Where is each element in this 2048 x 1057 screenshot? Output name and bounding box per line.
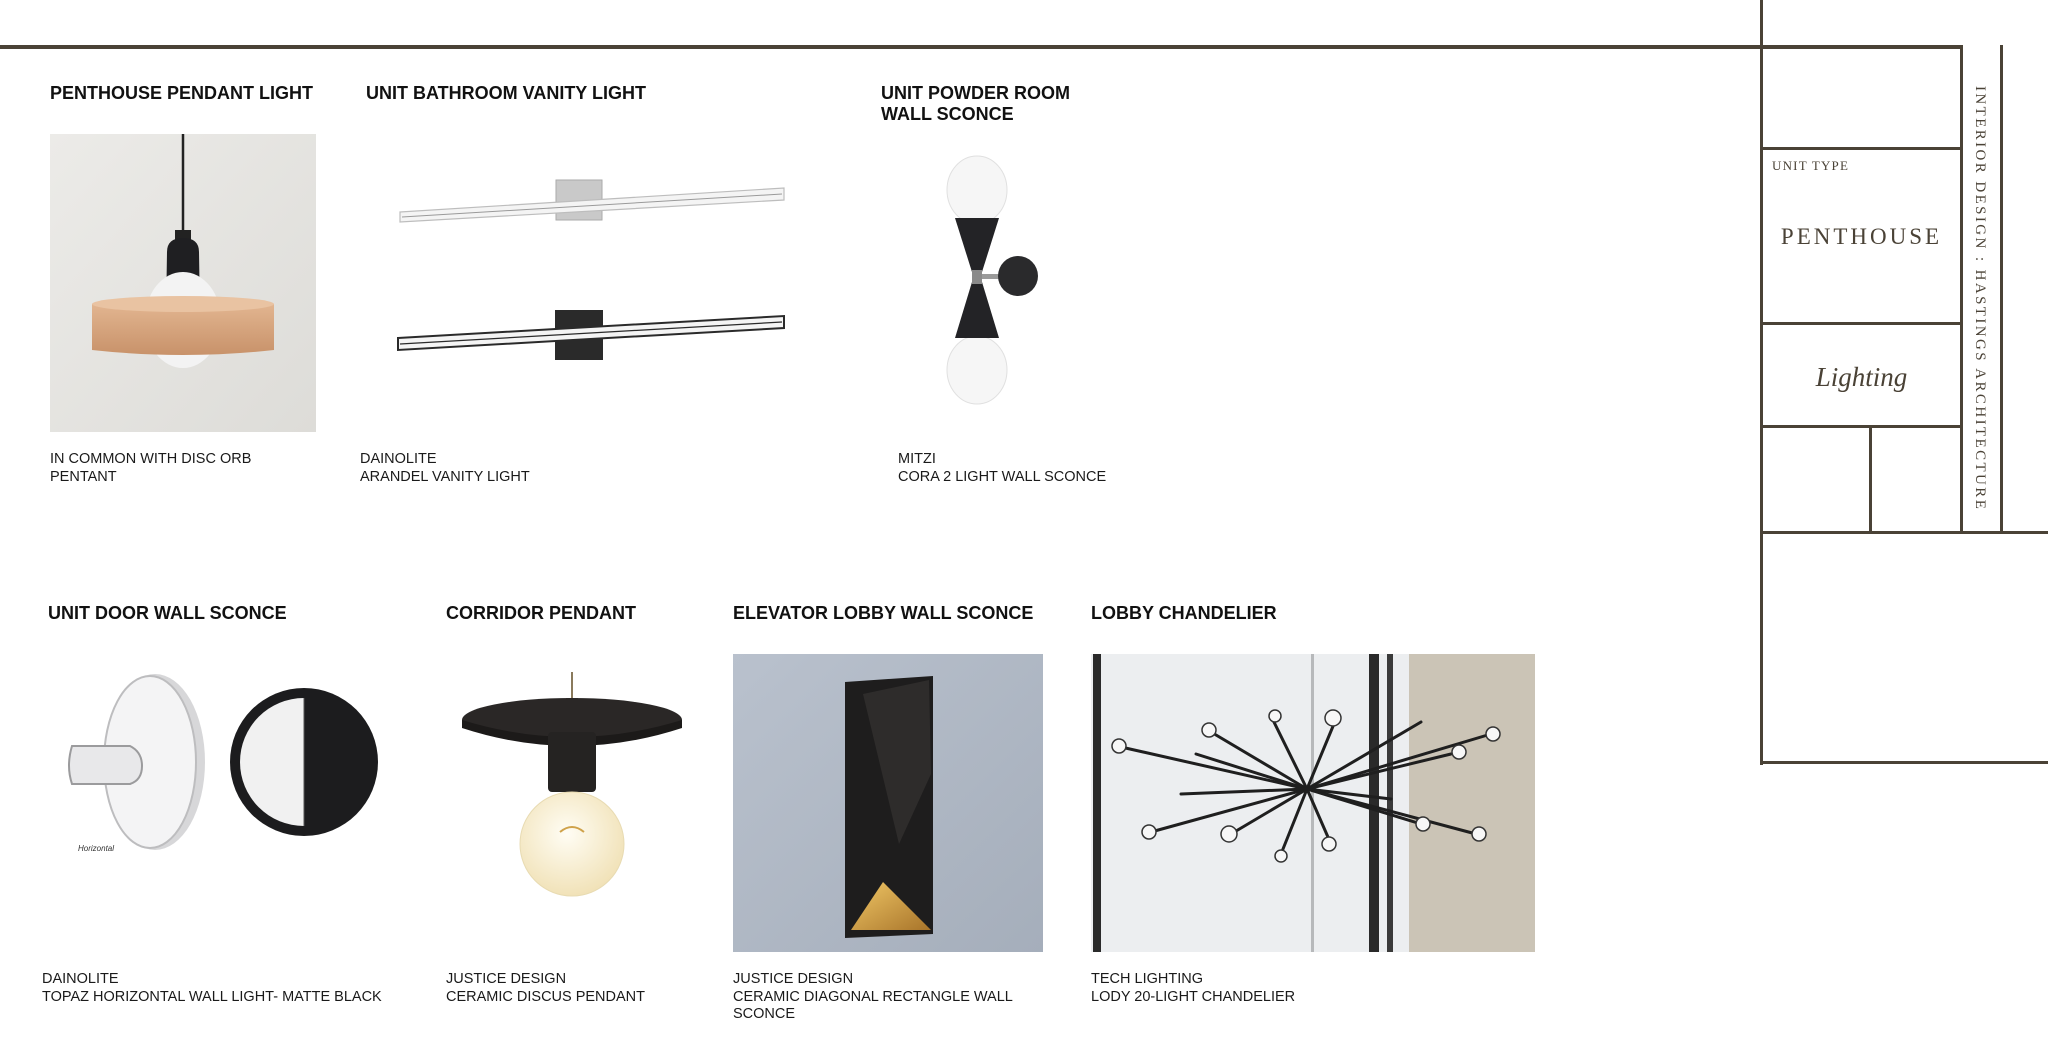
titleblock-bottom-border <box>1760 761 2048 764</box>
photo-vanity-light <box>388 160 794 380</box>
caption-brand: DAINOLITE <box>42 971 119 987</box>
photo-penthouse-pendant <box>50 134 316 432</box>
product-tag-text: Horizontal <box>78 844 115 853</box>
firm-vertical-text: INTERIOR DESIGN : HASTINGS ARCHITECTURE <box>1972 86 1988 512</box>
caption-brand: MITZI <box>898 451 936 467</box>
caption-product: CERAMIC DIAGONAL RECTANGLE WALL SCONCE <box>733 988 1013 1022</box>
caption-brand: DAINOLITE <box>360 451 437 467</box>
unit-type-label: UNIT TYPE <box>1772 158 1850 173</box>
titleblock-vertical-strip-left <box>1960 45 1963 533</box>
fixture-title-corridor-pendant: CORRIDOR PENDANT <box>446 603 637 623</box>
caption-elevator-sconce <box>733 971 1033 1024</box>
caption-penthouse-pendant <box>50 451 251 486</box>
photo-powder-room-sconce <box>930 148 1050 410</box>
photo-lobby-chandelier <box>1091 654 1535 952</box>
caption-brand: JUSTICE DESIGN <box>733 971 854 987</box>
caption-product: TOPAZ HORIZONTAL WALL LIGHT- MATTE BLACK <box>42 988 382 1005</box>
titleblock-divider-1 <box>1760 147 1962 150</box>
caption-powder-room-sconce <box>898 451 1106 486</box>
caption-brand: JUSTICE DESIGN <box>446 971 567 987</box>
fixture-title-penthouse-pendant: PENTHOUSE PENDANT LIGHT <box>50 83 314 103</box>
fixture-title-powder-room-sconce: UNIT POWDER ROOM WALL SCONCE <box>881 83 1070 124</box>
caption-brand: TECH LIGHTING <box>1091 971 1203 987</box>
caption-vanity-light <box>360 451 530 486</box>
titleblock-divider-3 <box>1760 425 1962 428</box>
top-border-line <box>0 45 1962 49</box>
titleblock-vertical-strip-right <box>2000 45 2003 533</box>
section-title: Lighting <box>1815 362 1908 392</box>
photo-elevator-sconce <box>733 654 1043 952</box>
fixture-title-door-sconce: UNIT DOOR WALL SCONCE <box>48 603 287 623</box>
photo-corridor-pendant <box>460 672 684 902</box>
titleblock-small-cell-divider <box>1869 425 1872 533</box>
caption-door-sconce <box>42 971 382 1006</box>
fixture-title-elevator-sconce: ELEVATOR LOBBY WALL SCONCE <box>733 603 1034 623</box>
caption-product: CORA 2 LIGHT WALL SCONCE <box>898 468 1107 485</box>
caption-product: LODY 20-LIGHT CHANDELIER <box>1091 988 1296 1005</box>
caption-product: PENTANT <box>50 468 117 485</box>
caption-product: CERAMIC DISCUS PENDANT <box>446 988 645 1005</box>
photo-door-sconce <box>60 662 390 858</box>
caption-corridor-pendant <box>446 971 645 1006</box>
titleblock-divider-4 <box>1760 531 2048 534</box>
fixture-title-vanity-light: UNIT BATHROOM VANITY LIGHT <box>366 83 646 103</box>
unit-type-value: PENTHOUSE <box>1780 224 1943 249</box>
titleblock-divider-2 <box>1760 322 1962 325</box>
caption-product: ARANDEL VANITY LIGHT <box>360 468 530 485</box>
caption-brand: IN COMMON WITH DISC ORB <box>50 451 252 467</box>
caption-lobby-chandelier <box>1091 971 1295 1006</box>
fixture-title-lobby-chandelier: LOBBY CHANDELIER <box>1091 603 1277 623</box>
